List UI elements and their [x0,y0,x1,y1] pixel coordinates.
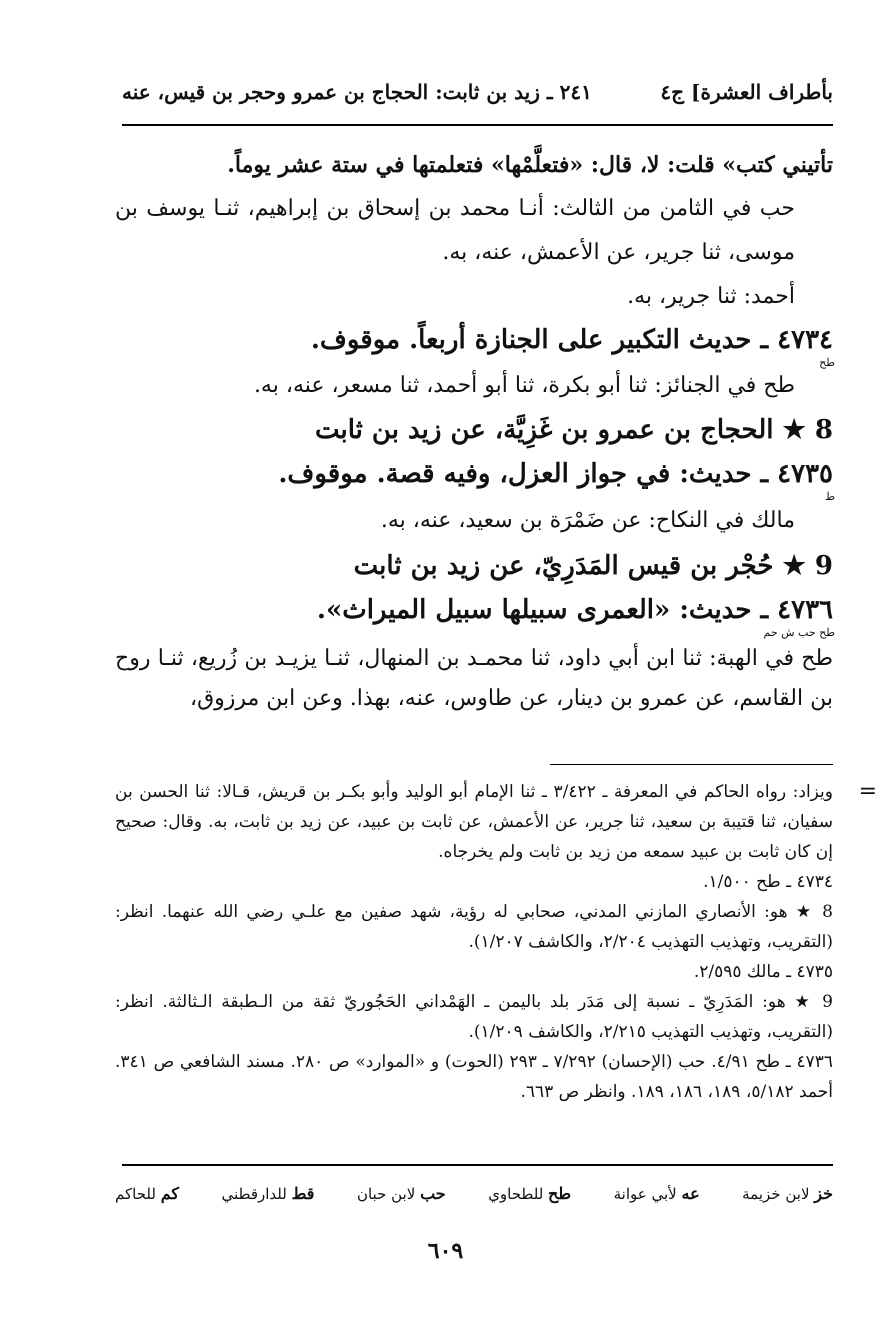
legend-rule [122,1164,833,1166]
footnote: 8 ★ هو: الأنصاري المازني المدني، صحابي له رؤية، شهد صفين مع علـي رضي الله عنهما. انظر: (التقريب، وتهذيب التهذيب ٢/٢٠٤، والكاشف ١/٢٠٧). [115,902,833,952]
legend-item: طح للطحاوي [488,1184,572,1203]
running-header [122,72,833,112]
text-line: تأتيني كتب» قلت: لا، قال: «فتعلَّمْها» فتعلمتها في ستة عشر يوماً. [227,152,833,178]
sigla-4736: طح حب ش حم [763,626,835,639]
footnote: ٤٧٣٦ ـ طح ٤/٩١. حب (الإحسان) ٧/٢٩٢ ـ ٢٩٣ (الحوت) و «الموارد» ص ٢٨٠. مسند الشافعي ص ٣٤١. أحمد ٥/١٨٢، ١٨٩، ١٨٦، ١٨٩. وانظر ص ٦٦٣. [115,1052,834,1102]
legend-item: خز لابن خزيمة [742,1184,833,1203]
header-section-title: ٢٤١ ـ زيد بن ثابت: الحجاج بن عمرو وحجر بن قيس، عنه [122,80,592,104]
legend-item: كم للحاكم [115,1184,179,1203]
legend-item: حب لابن حبان [356,1184,446,1203]
hadith-4735: ٤٧٣٥ ـ حديث: في جواز العزل، وفيه قصة. موقوف. [278,459,833,489]
main-text [115,143,833,719]
footnote-rule [550,764,833,765]
footnote: ٤٧٣٤ ـ طح ١/٥٠٠. [703,872,833,892]
narrator-heading-8: 8 ★ الحجاج بن عمرو بن غَزِيَّة، عن زيد بن ثابت [314,415,833,445]
takhrij-4735: مالك في النكاح: عن ضَمْرَة بن سعيد، عنه، به. [380,508,795,533]
footnote: ٤٧٣٥ ـ مالك ٢/٥٩٥. [693,962,833,982]
continuation-mark: = [858,779,877,804]
takhrij-4736: طح في الهبة: ثنا ابن أبي داود، ثنا محمـد بن المنهال، ثنـا يزيـد بن زُريع، ثنـا روح بن القاسم، عن عمرو بن دينار، عن طاوس، عنه، بهذا. وعن ابن مرزوق، [115,646,833,711]
text-paragraph: حب في الثامن من الثالث: أنـا محمد بن إسحاق بن إبراهيم، ثنـا يوسف بن موسى، ثنا جرير، عن الأعمش، عنه، به. [115,196,795,265]
sigla-4735: ط [824,490,835,503]
footnote: 9 ★ هو: المَدَرِيّ ـ نسبة إلى مَدَر بلد باليمن ـ الهَمْداني الحَجُوريّ ثقة من الـطبقة الـثالثة. انظر: (التقريب، وتهذيب التهذيب ٢/٢١٥، والكاشف ١/٢٠٩). [115,992,833,1042]
footnotes [115,777,877,1107]
hadith-4736: ٤٧٣٦ ـ حديث: «العمرى سبيلها سبيل الميراث». [316,595,833,625]
legend-item: عه لأبي عوانة [613,1184,700,1203]
sigla-4734: طح [819,356,835,369]
header-rule [122,124,833,126]
abbreviation-legend [115,1184,833,1203]
footnote: ويزاد: رواه الحاكم في المعرفة ـ ٣/٤٢٢ ـ ثنا الإمام أبو الوليد وأبو بكـر بن قريش، قـالا: ثنا الحسن بن سفيان، ثنا قتيبة بن سعيد، ثنا جرير، عن الأعمش، عن ثابت بن عبيد، عن زيد بن ثابت، به. وقال: صحيح إن كان ثابت بن عبيد سمعه من زيد بن ثابت ولم يخرجاه. [115,782,833,862]
page-number: ٦٠٩ [427,1238,464,1264]
narrator-heading-9: 9 ★ حُجْر بن قيس المَدَرِيّ، عن زيد بن ثابت [353,551,833,581]
hadith-4734: ٤٧٣٤ ـ حديث التكبير على الجنازة أربعاً. موقوف. [310,325,833,355]
text-line: أحمد: ثنا جرير، به. [627,284,795,309]
header-book-title: بأطراف العشرة] ج٤ [660,80,833,104]
takhrij-4734: طح في الجنائز: ثنا أبو بكرة، ثنا أبو أحمد، ثنا مسعر، عنه، به. [253,373,795,398]
legend-item: قط للدارقطني [221,1184,315,1203]
